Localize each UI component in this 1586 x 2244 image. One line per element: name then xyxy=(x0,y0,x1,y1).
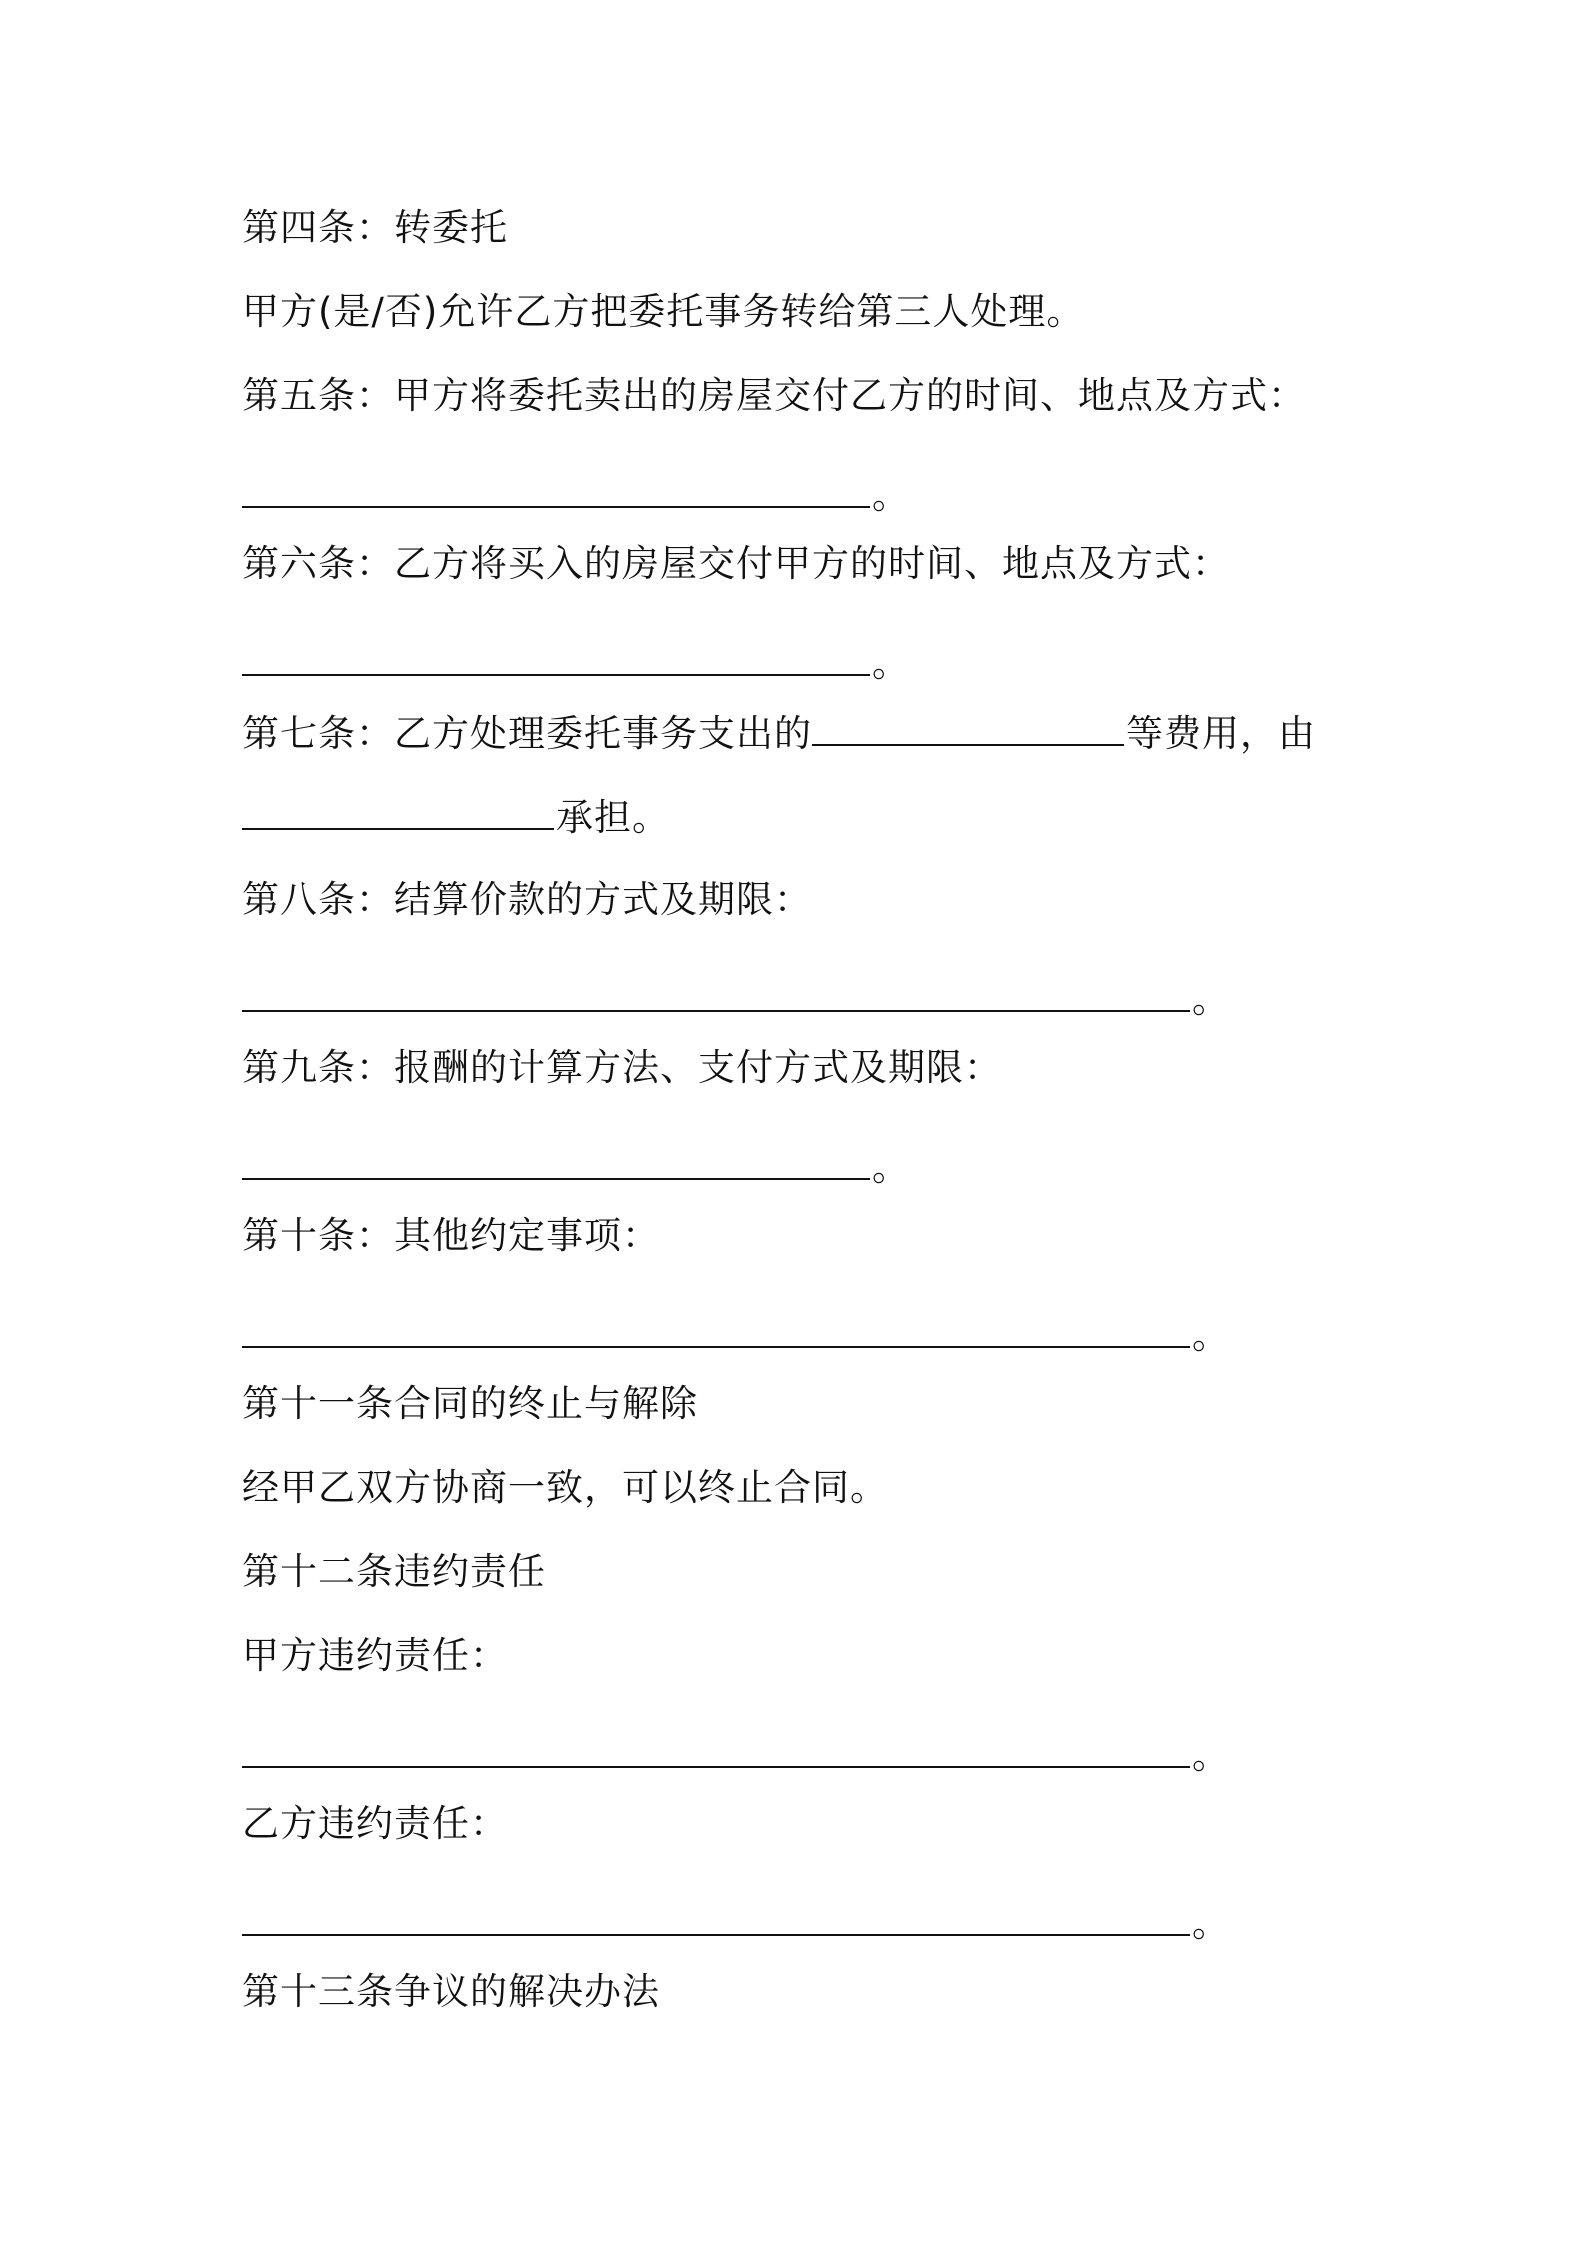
article-7-text-post: 承担。 xyxy=(556,796,670,839)
article-7-line-2 xyxy=(242,792,670,842)
article-7-text-pre: 第七条：乙方处理委托事务支出的 xyxy=(242,712,812,755)
fill-in-blank[interactable] xyxy=(242,974,1190,1012)
article-11-title: 第十一条合同的终止与解除 xyxy=(242,1382,698,1425)
article-9-blank-line xyxy=(242,1142,910,1192)
period: 。 xyxy=(872,642,910,685)
article-12-party-b-label: 乙方违约责任： xyxy=(242,1802,508,1845)
period: 。 xyxy=(1192,1902,1230,1945)
fill-in-blank[interactable] xyxy=(242,470,870,508)
fill-in-blank[interactable] xyxy=(242,792,554,830)
fill-in-blank[interactable] xyxy=(242,638,870,676)
period: 。 xyxy=(872,474,910,517)
period: 。 xyxy=(1192,1734,1230,1777)
fill-in-blank[interactable] xyxy=(242,1730,1190,1768)
article-5-blank-line xyxy=(242,470,910,520)
article-8-blank-line xyxy=(242,974,1230,1024)
period: 。 xyxy=(1192,978,1230,1021)
fill-in-blank[interactable] xyxy=(812,708,1124,746)
article-6-blank-line xyxy=(242,638,910,688)
article-4-title: 第四条：转委托 xyxy=(242,206,508,249)
article-12-party-b-blank-line xyxy=(242,1898,1230,1948)
article-7-text-mid: 等费用，由 xyxy=(1126,712,1316,755)
article-4-text: 甲方(是/否)允许乙方把委托事务转给第三人处理。 xyxy=(242,290,1085,333)
article-8-title: 第八条：结算价款的方式及期限： xyxy=(242,878,812,921)
fill-in-blank[interactable] xyxy=(242,1310,1190,1348)
period: 。 xyxy=(1192,1314,1230,1357)
article-5-title: 第五条：甲方将委托卖出的房屋交付乙方的时间、地点及方式： xyxy=(242,374,1306,417)
article-7-line-1 xyxy=(242,708,1316,758)
article-10-title: 第十条：其他约定事项： xyxy=(242,1214,660,1257)
period: 。 xyxy=(872,1146,910,1189)
article-6-title: 第六条：乙方将买入的房屋交付甲方的时间、地点及方式： xyxy=(242,542,1230,585)
fill-in-blank[interactable] xyxy=(242,1142,870,1180)
article-13-title: 第十三条争议的解决办法 xyxy=(242,1970,660,2013)
article-12-party-a-label: 甲方违约责任： xyxy=(242,1634,508,1677)
article-11-text: 经甲乙双方协商一致，可以终止合同。 xyxy=(242,1466,888,1509)
article-10-blank-line xyxy=(242,1310,1230,1360)
fill-in-blank[interactable] xyxy=(242,1898,1190,1936)
article-12-title: 第十二条违约责任 xyxy=(242,1550,546,1593)
article-12-party-a-blank-line xyxy=(242,1730,1230,1780)
article-9-title: 第九条：报酬的计算方法、支付方式及期限： xyxy=(242,1046,1002,1089)
